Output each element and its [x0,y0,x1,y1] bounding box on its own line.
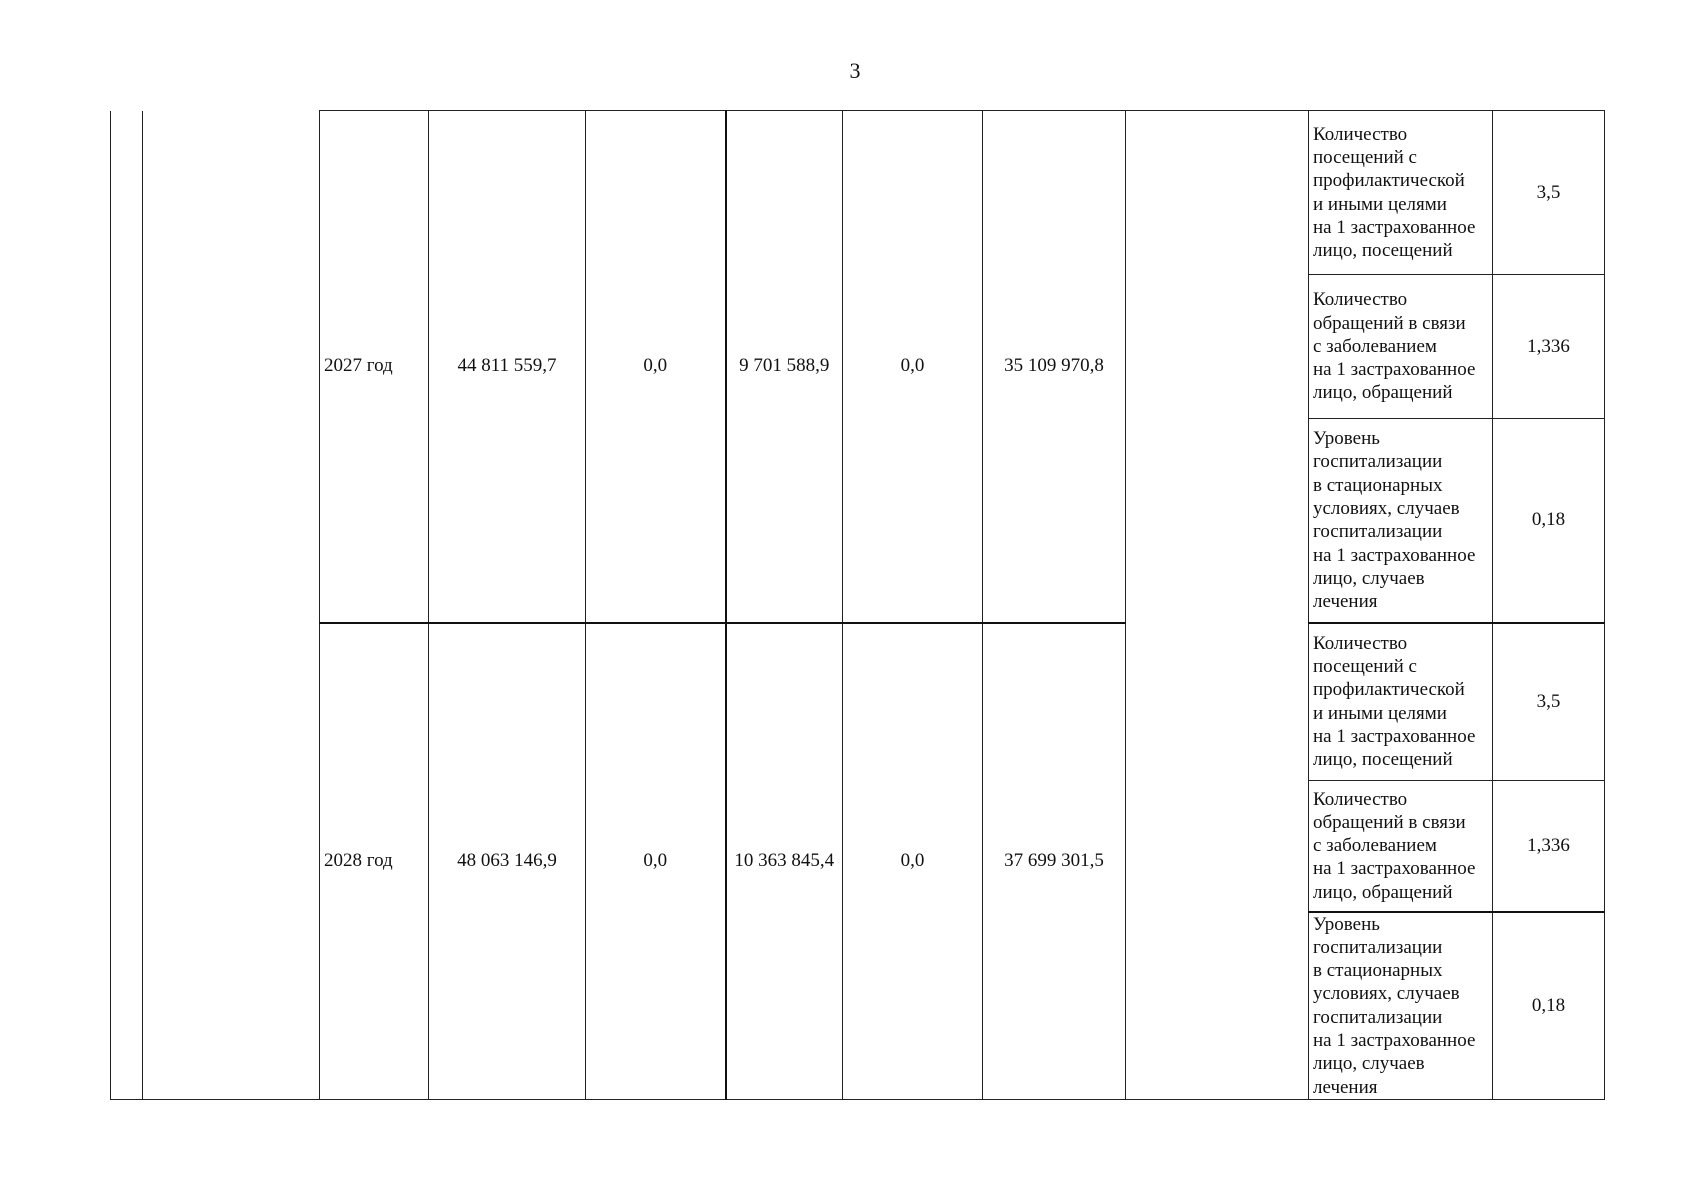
indicator-line: с заболеванием [1313,335,1437,357]
indicator-name [1309,781,1493,912]
indicator-value: 1,336 [1493,275,1605,419]
indicator-line: госпитализации [1313,521,1443,543]
amount-cell: 0,0 [843,623,983,1100]
indicator-line: лицо, обращений [1313,881,1453,903]
indicator-line: госпитализации [1313,936,1443,958]
total-cell: 44 811 559,7 [429,111,586,623]
amount-cell: 10 363 845,4 [726,623,843,1100]
indicator-line: Количество [1313,123,1408,145]
indicator-line: на 1 застрахованное [1313,359,1476,381]
indicator-line: на 1 застрахованное [1313,1030,1476,1052]
indicator-line: профилактической [1313,679,1465,701]
indicator-line: условиях, случаев [1313,983,1460,1005]
amount-cell: 0,0 [843,111,983,623]
amount-cell: 35 109 970,8 [983,111,1126,623]
indicator-line: и иными целями [1313,702,1447,724]
indicator-name [1309,111,1493,275]
indicator-line: обращений в связи [1313,312,1466,334]
indicator-line: лицо, посещений [1313,749,1453,771]
indicator-line: Уровень [1313,428,1380,450]
indicator-name [1309,419,1493,623]
indicator-line: на 1 застрахованное [1313,544,1476,566]
indicator-line: госпитализации [1313,1006,1443,1028]
indicator-line: лечения [1313,591,1378,613]
indicator-line: на 1 застрахованное [1313,216,1476,238]
indicator-line: Количество [1313,289,1408,311]
table-row [111,623,1605,781]
total-cell: 48 063 146,9 [429,623,586,1100]
indicator-line: Количество [1313,632,1408,654]
amount-cell: 37 699 301,5 [983,623,1126,1100]
indicator-name [1309,623,1493,781]
indicator-name [1309,912,1493,1100]
indicator-line: лицо, случаев [1313,1053,1425,1075]
indicator-line: обращений в связи [1313,811,1466,833]
amount-cell: 0,0 [586,623,726,1100]
number-cell [111,111,143,1100]
executor-cell [1126,111,1309,1100]
indicator-value: 0,18 [1493,912,1605,1100]
name-cell [143,111,320,1100]
indicator-line: в стационарных [1313,474,1443,496]
table-row [111,111,1605,275]
indicator-value: 1,336 [1493,781,1605,912]
indicator-line: лечения [1313,1076,1378,1098]
indicator-line: лицо, обращений [1313,382,1453,404]
indicator-name [1309,275,1493,419]
indicator-line: посещений с [1313,146,1417,168]
indicator-line: лицо, посещений [1313,240,1453,262]
indicator-line: посещений с [1313,656,1417,678]
year-cell: 2028 год [320,623,429,1100]
year-cell: 2027 год [320,111,429,623]
indicator-line: лицо, случаев [1313,567,1425,589]
indicator-line: условиях, случаев [1313,497,1460,519]
indicator-value: 3,5 [1493,623,1605,781]
indicator-line: с заболеванием [1313,835,1437,857]
amount-cell: 9 701 588,9 [726,111,843,623]
budget-table [110,110,1605,1100]
indicator-line: Количество [1313,788,1408,810]
indicator-value: 0,18 [1493,419,1605,623]
indicator-line: профилактической [1313,170,1465,192]
indicator-line: на 1 застрахованное [1313,726,1476,748]
amount-cell: 0,0 [586,111,726,623]
indicator-value: 3,5 [1493,111,1605,275]
indicator-line: госпитализации [1313,451,1443,473]
indicator-line: Уровень [1313,913,1380,935]
indicator-line: и иными целями [1313,193,1447,215]
indicator-line: в стационарных [1313,960,1443,982]
page-number: 3 [849,58,861,83]
indicator-line: на 1 застрахованное [1313,858,1476,880]
